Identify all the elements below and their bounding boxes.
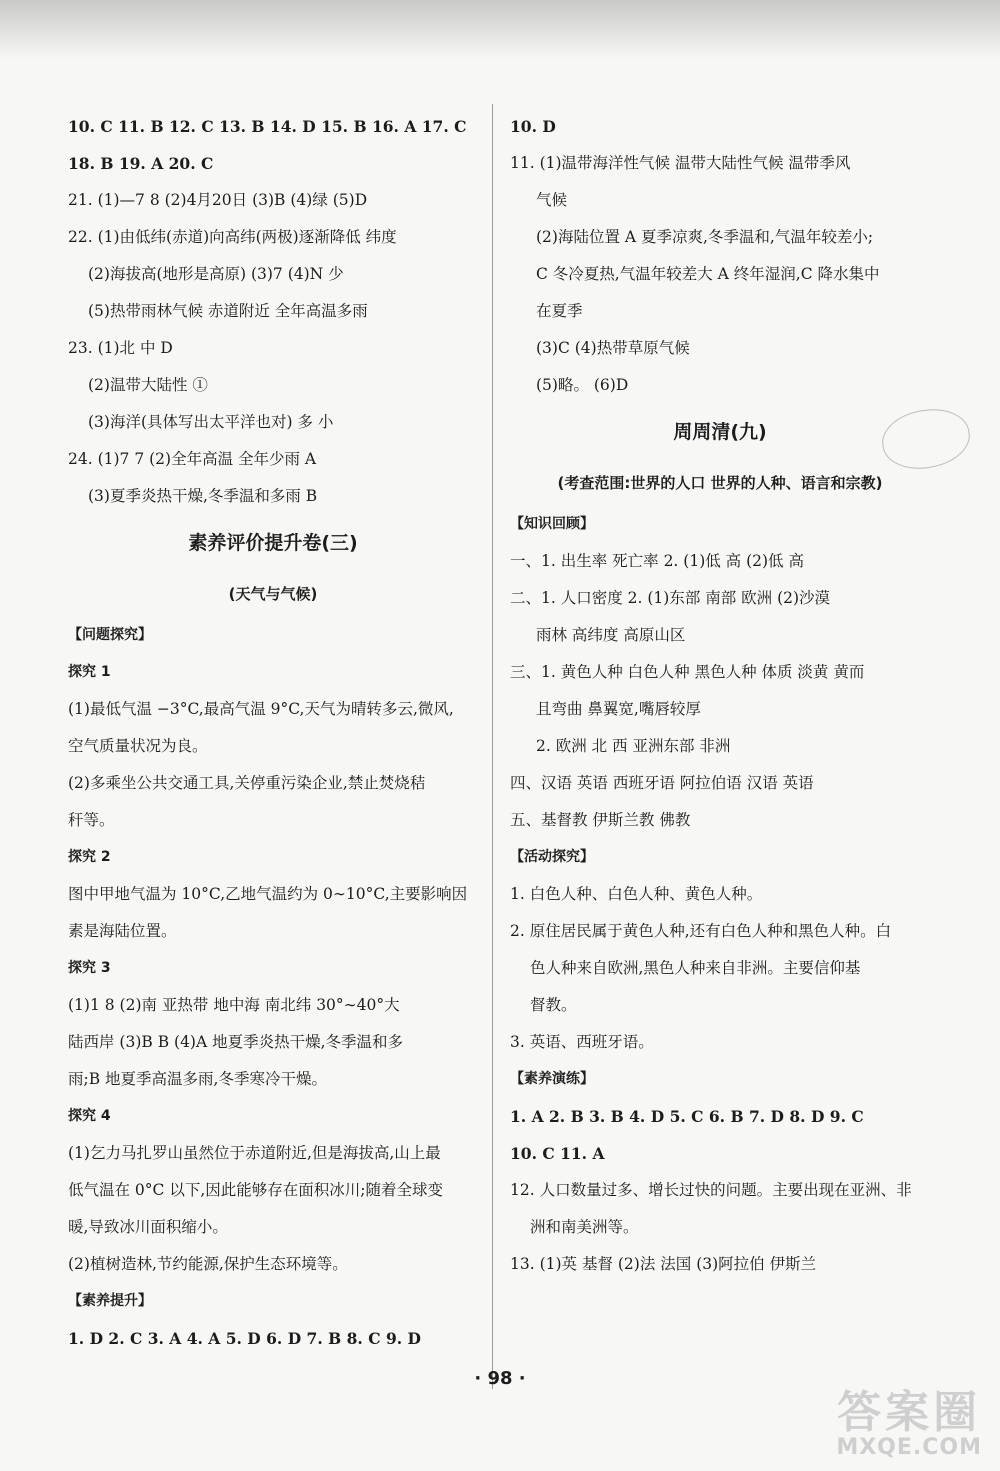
answer-line: 空气质量状况为良。 <box>68 737 208 755</box>
scan-edge-shadow <box>0 0 1000 60</box>
answer-line: 1. A 2. B 3. B 4. D 5. C 6. B 7. D 8. D 9. C <box>510 1107 864 1126</box>
section-heading: 【素养提升】 <box>68 1293 152 1309</box>
left-column <box>68 108 478 1357</box>
answer-line: (3)C (4)热带草原气候 <box>536 339 690 357</box>
answer-line: 色人种来自欧洲,黑色人种来自非洲。主要信仰基 <box>530 959 861 977</box>
answer-line: 13. (1)英 基督 (2)法 法国 (3)阿拉伯 伊斯兰 <box>510 1255 817 1273</box>
answer-line: 雨林 高纬度 高原山区 <box>536 626 686 644</box>
answer-line: 且弯曲 鼻翼宽,嘴唇较厚 <box>536 700 701 718</box>
section-title: 周周清(九) <box>673 421 767 443</box>
answer-line: (2)温带大陆性 ① <box>88 376 208 394</box>
answer-line: 洲和南美洲等。 <box>530 1218 639 1236</box>
answer-line: 四、汉语 英语 西班牙语 阿拉伯语 汉语 英语 <box>510 774 814 792</box>
section-heading: 【活动探究】 <box>510 849 594 865</box>
answer-line: 24. (1)7 7 (2)全年高温 全年少雨 A <box>68 450 317 468</box>
column-divider <box>492 104 493 1389</box>
answer-line: (5)略。 (6)D <box>536 376 629 394</box>
page-number: · 98 · <box>474 1368 526 1389</box>
answer-line: 2. 原住居民属于黄色人种,还有白色人种和黑色人种。白 <box>510 922 892 940</box>
answer-line: 气候 <box>536 191 568 209</box>
answer-line: (2)多乘坐公共交通工具,关停重污染企业,禁止焚烧秸 <box>68 774 426 792</box>
answer-line: 1. 白色人种、白色人种、黄色人种。 <box>510 885 763 903</box>
answer-line: 暖,导致冰川面积缩小。 <box>68 1218 228 1236</box>
scope-line: (考查范围:世界的人口 世界的人种、语言和宗教) <box>557 474 883 492</box>
answer-line: (5)热带雨林气候 赤道附近 全年高温多雨 <box>88 302 368 320</box>
section-heading: 【素养演练】 <box>510 1071 594 1087</box>
watermark-logo: 答案圈 <box>837 1386 982 1438</box>
answer-line: (3)海洋(具体写出太平洋也对) 多 小 <box>88 413 334 431</box>
answer-line: (3)夏季炎热干燥,冬季温和多雨 B <box>88 487 318 505</box>
site-watermark <box>836 1386 982 1460</box>
answer-line: 18. B 19. A 20. C <box>68 154 214 173</box>
answer-line: (1)最低气温 −3°C,最高气温 9°C,天气为晴转多云,微风, <box>68 700 454 718</box>
answer-line: 图中甲地气温为 10°C,乙地气温约为 0∼10°C,主要影响因 <box>68 885 468 903</box>
answer-line: 素是海陆位置。 <box>68 922 177 940</box>
subsection-heading: 探究 2 <box>68 849 111 865</box>
answer-line: 2. 欧洲 北 西 亚洲东部 非洲 <box>536 737 731 755</box>
subsection-heading: 探究 3 <box>68 960 111 976</box>
answer-line: 雨;B 地夏季高温多雨,冬季寒冷干燥。 <box>68 1070 327 1088</box>
answer-line: (2)海陆位置 A 夏季凉爽,冬季温和,气温年较差小; <box>536 228 874 246</box>
answer-line: 二、1. 人口密度 2. (1)东部 南部 欧洲 (2)沙漠 <box>510 589 831 607</box>
section-title: 素养评价提升卷(三) <box>188 532 358 554</box>
answer-line: 五、基督教 伊斯兰教 佛教 <box>510 811 691 829</box>
section-heading: 【知识回顾】 <box>510 516 594 532</box>
answer-line: 22. (1)由低纬(赤道)向高纬(两极)逐渐降低 纬度 <box>68 228 397 246</box>
answer-line: 陆西岸 (3)B B (4)A 地夏季炎热干燥,冬季温和多 <box>68 1033 404 1051</box>
answer-line: 10. C 11. A <box>510 1144 605 1163</box>
subsection-heading: 探究 1 <box>68 664 111 680</box>
subsection-heading: 探究 4 <box>68 1108 111 1124</box>
section-heading: 【问题探究】 <box>68 627 152 643</box>
answer-line: 三、1. 黄色人种 白色人种 黑色人种 体质 淡黄 黄而 <box>510 663 865 681</box>
answer-line: C 冬冷夏热,气温年较差大 A 终年湿润,C 降水集中 <box>536 265 880 283</box>
answer-line: 3. 英语、西班牙语。 <box>510 1033 654 1051</box>
answer-line: 在夏季 <box>536 302 583 320</box>
answer-line: 12. 人口数量过多、增长过快的问题。主要出现在亚洲、非 <box>510 1181 912 1199</box>
answer-line: (1)乞力马扎罗山虽然位于赤道附近,但是海拔高,山上最 <box>68 1144 441 1162</box>
answer-line: 21. (1)—7 8 (2)4月20日 (3)B (4)绿 (5)D <box>68 191 368 209</box>
answer-line: 23. (1)北 中 D <box>68 339 173 357</box>
answer-line: 1. D 2. C 3. A 4. A 5. D 6. D 7. B 8. C 9. D <box>68 1329 421 1348</box>
answer-line: 督教。 <box>530 996 577 1014</box>
answer-line: 秆等。 <box>68 811 115 829</box>
answer-line: 11. (1)温带海洋性气候 温带大陆性气候 温带季风 <box>510 154 851 172</box>
right-column <box>510 108 930 1283</box>
answer-line: (1)1 8 (2)南 亚热带 地中海 南北纬 30°∼40°大 <box>68 996 400 1014</box>
answer-line: 低气温在 0°C 以下,因此能够存在面积冰川;随着全球变 <box>68 1181 443 1199</box>
answer-line: (2)海拔高(地形是高原) (3)7 (4)N 少 <box>88 265 344 283</box>
answer-line: 10. D <box>510 117 556 136</box>
watermark-url: MXQE.COM <box>836 1434 982 1460</box>
answer-line: (2)植树造林,节约能源,保护生态环境等。 <box>68 1255 348 1273</box>
answer-line: 10. C 11. B 12. C 13. B 14. D 15. B 16. A 17. C <box>68 117 467 136</box>
section-subtitle: (天气与气候) <box>228 585 318 603</box>
answer-line: 一、1. 出生率 死亡率 2. (1)低 高 (2)低 高 <box>510 552 804 570</box>
